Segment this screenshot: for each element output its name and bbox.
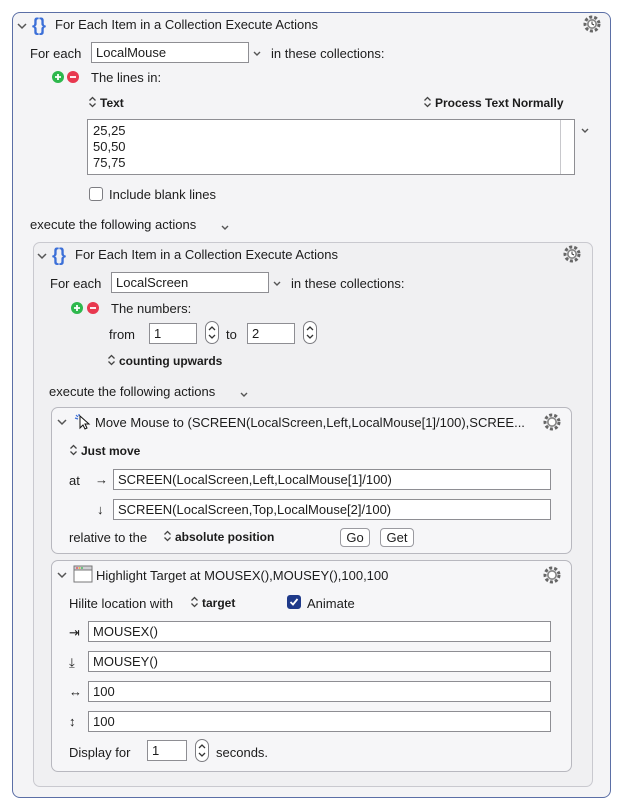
from-field[interactable]: 1 (149, 323, 197, 344)
hilite-popup[interactable] (190, 596, 235, 610)
get-button[interactable]: Get (380, 528, 414, 547)
move-mode-popup[interactable] (69, 444, 140, 458)
line-item: 50,50 (93, 139, 126, 154)
updown-arrows-icon (163, 530, 172, 542)
counting-popup[interactable] (107, 354, 222, 368)
relative-popup[interactable] (163, 530, 274, 544)
to-label: to (226, 327, 237, 342)
hilite-label: Hilite location with (69, 596, 174, 611)
add-icon[interactable] (52, 71, 64, 83)
collapse-chevron-icon[interactable] (56, 416, 68, 428)
move-mode-value: Just move (81, 444, 141, 458)
mouse-x-field[interactable]: MOUSEX() (88, 621, 551, 642)
for-each-label: For each (50, 276, 102, 291)
window-icon (73, 565, 93, 583)
collapse-chevron-icon[interactable] (56, 569, 68, 581)
mouse-y-field[interactable]: MOUSEY() (88, 651, 551, 672)
outer-action-title: For Each Item in a Collection Execute Actions (55, 17, 319, 32)
include-blank-label: Include blank lines (109, 187, 216, 202)
relative-value: absolute position (175, 530, 275, 544)
gear-icon[interactable] (562, 244, 582, 264)
down-arrow-icon: ↓ (97, 502, 104, 517)
go-button[interactable]: Go (340, 528, 370, 547)
in-collections-label: in these collections: (271, 46, 385, 61)
updown-arrows-icon (88, 96, 97, 108)
collection-label: The numbers: (111, 301, 192, 316)
line-item: 25,25 (93, 123, 126, 138)
chevron-down-icon[interactable] (579, 124, 591, 136)
braces-icon: {} (52, 245, 67, 265)
seconds-label: seconds. (216, 745, 269, 760)
gear-icon[interactable] (582, 14, 602, 34)
text-source-value: Text (100, 96, 124, 110)
chevron-down-icon[interactable] (251, 47, 263, 59)
y-coordinate-field[interactable]: SCREEN(LocalScreen,Top,LocalMouse[2]/100) (113, 499, 551, 520)
from-label: from (109, 327, 135, 342)
braces-icon: {} (32, 15, 47, 35)
mouse-cursor-icon (73, 413, 91, 431)
process-mode-popup[interactable] (423, 96, 564, 110)
include-blank-checkbox[interactable] (89, 187, 103, 201)
textarea-scrollbar-divider (560, 120, 561, 174)
y-symbol-icon: ⤓ (69, 655, 75, 670)
move-mouse-title: Move Mouse to (SCREEN(LocalScreen,Left,LocalMouse[1]/100),SCREE... (95, 415, 525, 430)
execute-actions-label: execute the following actions (30, 217, 197, 232)
animate-label: Animate (307, 596, 355, 611)
add-icon[interactable] (71, 302, 83, 314)
right-arrow-icon: → (95, 472, 108, 487)
collapse-chevron-icon[interactable] (16, 20, 28, 32)
variable-field[interactable]: LocalMouse (91, 42, 249, 63)
display-seconds-stepper[interactable] (195, 739, 209, 762)
animate-checkbox[interactable] (287, 595, 301, 609)
relative-label: relative to the (69, 530, 148, 545)
to-stepper[interactable] (303, 321, 317, 344)
counting-value: counting upwards (119, 354, 223, 368)
display-seconds-field[interactable]: 1 (147, 740, 187, 761)
process-mode-value: Process Text Normally (435, 96, 564, 110)
line-item: 75,75 (93, 155, 126, 170)
highlight-title: Highlight Target at MOUSEX(),MOUSEY(),100,100 (96, 568, 389, 583)
chevron-down-icon[interactable] (219, 221, 231, 233)
height-symbol-icon: ↕ (69, 714, 76, 729)
width-symbol-icon: ↔ (69, 684, 82, 699)
updown-arrows-icon (190, 596, 199, 608)
height-field[interactable]: 100 (88, 711, 551, 732)
width-field[interactable]: 100 (88, 681, 551, 702)
lines-textarea[interactable] (87, 119, 575, 175)
execute-actions-label: execute the following actions (49, 384, 216, 399)
remove-icon[interactable] (67, 71, 79, 83)
collapse-chevron-icon[interactable] (36, 250, 48, 262)
x-coordinate-field[interactable]: SCREEN(LocalScreen,Left,LocalMouse[1]/100) (113, 469, 551, 490)
variable-field[interactable]: LocalScreen (111, 272, 269, 293)
gear-icon[interactable] (542, 565, 562, 585)
display-for-label: Display for (69, 745, 131, 760)
remove-icon[interactable] (87, 302, 99, 314)
at-label: at (69, 473, 80, 488)
chevron-down-icon[interactable] (238, 388, 250, 400)
text-source-popup[interactable] (88, 96, 124, 110)
x-symbol-icon: ⇥ (69, 625, 80, 640)
in-collections-label: in these collections: (291, 276, 405, 291)
updown-arrows-icon (107, 354, 116, 366)
chevron-down-icon[interactable] (271, 277, 283, 289)
gear-icon[interactable] (542, 412, 562, 432)
inner-action-title: For Each Item in a Collection Execute Actions (75, 247, 339, 262)
updown-arrows-icon (423, 96, 432, 108)
from-stepper[interactable] (205, 321, 219, 344)
to-field[interactable]: 2 (247, 323, 295, 344)
collection-label: The lines in: (91, 70, 162, 85)
for-each-label: For each (30, 46, 82, 61)
updown-arrows-icon (69, 444, 78, 456)
hilite-value: target (202, 596, 236, 610)
